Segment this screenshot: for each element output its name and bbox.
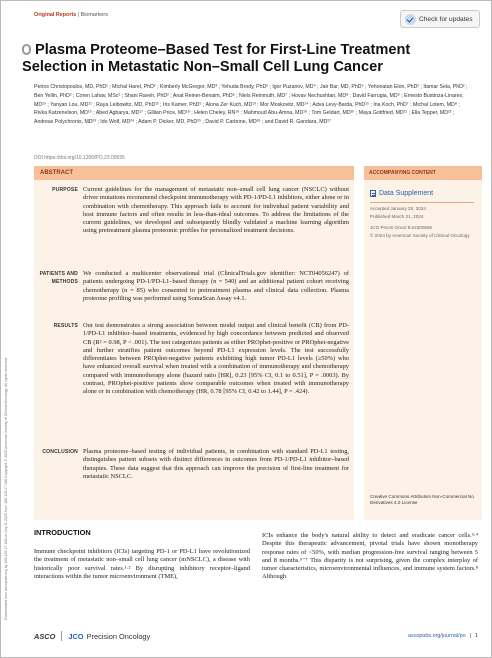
results-text: Our test demonstrates a strong association between model output and clinical benefit (CB) from PD-1/PD-L1 inhibitor–based treatments, evidenced by high concordance between predicted and observed CB (R² = 0.98, P < .001). The test categorizes patients as either PROphet-positive or PROphet-negative and further stratifies patient outcomes beyond PD-L1 expression levels. The test successfully differentiates between PROphet-negative patients exhibiting high tumor PD-L1 levels (≥50%) who have enhanced overall survival when treated with a combination of immunotherapy and chemotherapy compared with immunotherapy alone (hazard ratio [HR], 0.23 [95% CI, 0.1 to 0.51], P = .0003). By contrast, PROphet-positive patients show comparable outcomes when treated with immunotherapy alone or in combination with chemotherapy (HR, 0.78 [95% CI, 0.42 to 1.44], P = .424). [83,322,349,396]
abstract-heading: ABSTRACT [34,166,354,180]
check-updates-button[interactable] [400,10,480,28]
journal-url[interactable]: ascopubs.org/journal/po [408,633,466,639]
introduction-heading: INTRODUCTION [34,528,91,537]
article-title [22,42,462,75]
open-access-icon [22,44,31,55]
published-date: Published March 21, 2024 [370,214,424,219]
intro-column-1: Immune checkpoint inhibitors (ICIs) targeting PD-1 or PD-L1 have revolutionized the treatment of metastatic non–small cell lung cancer (mNSCLC), a disease with historically poor survival rates.¹·² By disrupting inhibitory receptor–ligand interactions within the tumor microenvironment (TME), [34,548,250,580]
footer-separator: | [469,633,471,639]
purpose-text: Current guidelines for the management of metastatic non–small cell lung cancer (NSCLC) without driver mutations recommend checkpoint immunotherapy with PD-1/PD-L1 inhibitors, either alone or in combination with chemotherapy. This approach fails to account for individual patient variability and host immune factors and often results in less-than-ideal outcomes. To address the limitations of the current guidelines, we developed and subsequently blindly validated a machine learning algorithm using pretreatment plasma proteomic profiles for personalized treatment decisions. [83,186,349,235]
page-footer [34,629,478,643]
subcategory-label[interactable]: Biomarkers [80,12,108,18]
accepted-date: Accepted January 25, 2024 [370,206,426,211]
check-icon [405,14,416,25]
methods-text: We conducted a multicenter observational trial (ClinicalTrials.gov identifier: NCT04056247) of patients undergoing PD-1/PD-L1–based therapy (n = 540) and an additional patient cohort receiving chemotherapy (n = 85) who consented to pretreatment plasma and clinical data collection. Plasma proteome profiling was performed using SomaScan Assay v4.1. [83,270,349,302]
article-title-text: Plasma Proteome–Based Test for First-Line Treatment Selection in Metastatic Non–Small Cell Lung Cancer [22,42,411,75]
journal-name: Precision Oncology [86,631,151,641]
author-list: Petros Christopoulos, MD, PhD¹ ; Michal Harel, PhD² ; Kimberly McGregor, MD³ ; Yehuda Brody, PhD² ; Igor Puzanov, MD⁴ ; Jair Bar, MD, PhD⁵ ; Yehonatan Elon, PhD² ; Itamar Sela, PhD² ; Ben Yellin, PhD² ; Coren Lahav, MSc² ; Shani Raveh, PhD² ; Anat Reiner-Benaim, PhD⁶ ; Niels Reinmuth, MD⁷ ; Hovav Nechushtan, MD⁸ ; David Farrugia, MD⁹ ; Ernesto Bustinza-Linares, MD¹⁰ ; Yanyan Lou, MD¹¹ ; Raya Leibowitz, MD, PhD¹² ; Iris Kamer, PhD⁵ ; Alona Zer Kuch, MD¹³ ; Mor Moskovitz, MD¹⁴ ; Adva Levy-Barda, PhD¹⁵ ; Ina Koch, PhD⁷ ; Michal Lotem, MD⁸ ; Rivka Katzenelson, MD¹⁶ ; Abed Agbarya, MD¹⁷ ; Gillian Price, MD¹⁸ ; Helen Cheley, RN¹⁸ ; Mahmoud Abu-Amna, MD¹⁹ ; Tom Geldart, MD²⁰ ; Maya Gottfried, MD²¹ ; Ella Tepper, MD²² ; Andreas Polychronis, MD²³ ; Ido Wolf, MD²⁴ ; Adam P. Dicker, MD, PhD²⁵ ; David P. Carbone, MD²⁶ ; and David R. Gandara, MD²⁷ [34,84,468,126]
document-icon [370,190,376,197]
divider [370,202,474,203]
methods-label: PATIENTS AND METHODS [39,271,78,286]
copyright-notice: © 2024 by American Society of Clinical Oncology [370,233,470,238]
check-updates-label: Check for updates [419,15,473,23]
category-label[interactable]: Original Reports [34,12,77,18]
breadcrumb-separator: | [77,12,80,18]
accompanying-heading: ACCOMPANYING CONTENT [364,166,482,180]
intro-column-2: ICIs enhance the body's natural ability to detect and eradicate cancer cells.³·⁴ Despite this therapeutic advancement, pivotal trials have shown monotherapy response rates of <50%, with median progression-free survival ranging between 5 and 8 months.⁵⁻⁷ This disparity is not surprising, given the complex interplay of tumor characteristics, microenvironmental influences, and immune system factors.⁸ Although [262,532,478,581]
doi-link[interactable]: DOI https://doi.org/10.1200/PO.23.00555 [34,155,125,161]
jco-logo: JCO [68,631,84,641]
purpose-label: PURPOSE [52,187,78,193]
data-supplement-link[interactable] [370,190,433,197]
page-number: 1 [475,633,478,639]
download-notice: Downloaded from ascopubs.org by 185.125.17.188 on July 8, 2025 from 185.125.17.188 Copyright © 2025 American Society of Clinical Oncology. All rights reserved. [4,357,8,620]
results-label: RESULTS [53,323,78,329]
asco-logo: ASCO [34,631,56,641]
breadcrumb [34,12,108,18]
conclusion-text: Plasma proteome–based testing of individual patients, in combination with standard PD-L1 testing, distinguishes patient subsets with distinct differences in outcomes from PD-1/PD-L1 inhibitor–based therapies. These data suggest that this approach can improve the precision of first-line treatment for metastatic NSCLC. [83,448,349,480]
data-supplement-label: Data Supplement [379,190,434,197]
journal-reference: JCO Precis Oncol 8:e2300555 [370,225,433,230]
conclusion-label: CONCLUSION [42,449,78,455]
license-text[interactable]: Creative Commons Attribution Non-Commercial No Derivatives 4.0 License [370,494,474,505]
footer-divider [61,631,62,641]
